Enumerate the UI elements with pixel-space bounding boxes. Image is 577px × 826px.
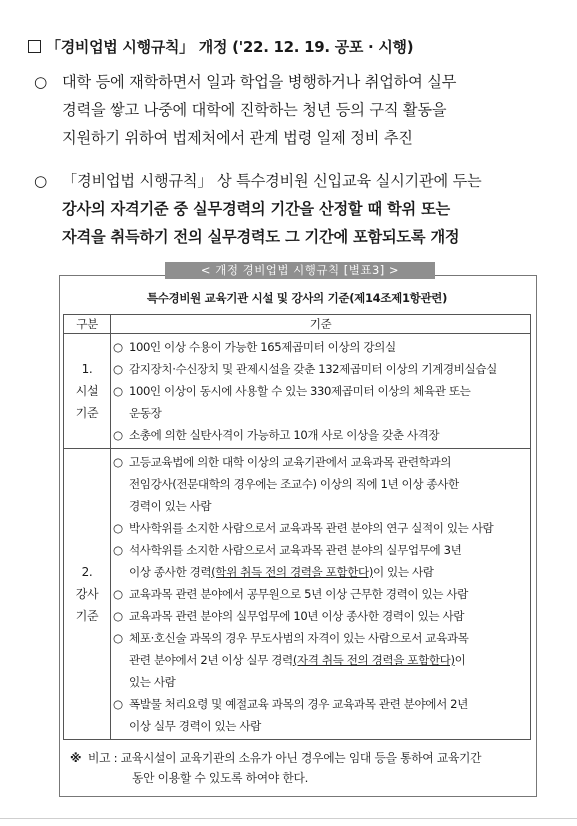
bullet-circle-icon: ○ [34,73,48,91]
item-text: 교육과목 관련 분야의 실무업무에 10년 이상 종사한 경력이 있는 사람 [129,609,465,623]
note-line-1: 비고 : 교육시설이 교육기관의 소유가 아닌 경우에는 임대 등을 통하여 교육기간 [88,751,482,765]
item-text: 박사학위를 소지한 사람으로서 교육과목 관련 분야의 연구 실적이 있는 사람 [129,521,494,535]
circle-bullet-icon: ○ [113,609,123,623]
list-item [113,451,526,517]
bullet-2-line-3: 자격을 취득하기 전의 실무경력도 그 기간에 포함되도록 개정 [62,228,460,246]
item-text: 고등교육법에 의한 대학 이상의 교육기관에서 교육과목 관련학과의 [129,455,452,469]
instructor-category-label-1: 강사 [75,587,99,601]
item-text: 100인 이상 수용이 가능한 165제곱미터 이상의 강의실 [129,340,396,354]
item-text-part: 이상 종사한 경력 [129,565,212,579]
facility-category-cell [64,334,111,449]
header-category: 구분 [64,315,111,334]
bullet-circle-icon: ○ [34,172,48,190]
circle-bullet-icon: ○ [113,384,123,398]
bullet-1-line-3: 지원하기 위하여 법제처에서 관계 법령 일제 정비 추진 [62,129,413,147]
circle-bullet-icon: ○ [113,362,123,376]
list-item [113,605,526,627]
circle-bullet-icon: ○ [113,543,123,557]
item-text: 폭발물 처리요령 및 예절교육 과목의 경우 교육과목 관련 분야에서 2년 [129,697,468,711]
item-text: 이상 실무 경력이 있는 사람 [129,719,261,733]
facility-category-label-2: 기준 [75,406,99,420]
item-text [129,649,526,671]
list-item [113,517,526,539]
item-text [129,561,526,583]
circle-bullet-icon: ○ [113,340,123,354]
bullet-2-line-2: 강사의 자격기준 중 실무경력의 기간을 산정할 때 학위 또는 [62,200,451,218]
item-text-part: 이 [454,653,466,667]
item-text: 있는 사람 [129,675,176,689]
instructor-criteria-cell [111,449,531,740]
item-text-part: 관련 분야에서 2년 이상 실무 경력 [129,653,293,667]
circle-bullet-icon: ○ [113,455,123,469]
facility-category-number: 1. [81,362,93,376]
item-text: 석사학위를 소지한 사람으로서 교육과목 관련 분야의 실무업무에 3년 [129,543,462,557]
list-item [113,336,526,358]
list-item [113,380,526,424]
table-header-row [64,315,531,334]
standards-table [63,314,531,740]
circle-bullet-icon: ○ [113,631,123,645]
instructor-category-label-2: 기준 [75,609,99,623]
circle-bullet-icon: ○ [113,697,123,711]
instructor-category-number: 2. [81,565,93,579]
circle-bullet-icon: ○ [113,428,123,442]
circle-bullet-icon: ○ [113,521,123,535]
table-row-facility [64,334,531,449]
section-heading [28,36,413,57]
item-text: 경력이 있는 사람 [129,499,212,513]
item-text: 전임강사(전문대학의 경우에는 조교수) 이상의 직에 1년 이상 종사한 [129,477,459,491]
item-text-part: 이 있는 사람 [372,565,434,579]
annex-banner: < 개정 경비업법 시행규칙 [별표3] > [165,262,435,279]
item-text: 체포·호신술 과목의 경우 무도사범의 자격이 있는 사람으로서 교육과목 [129,631,469,645]
reference-mark-icon: ※ [70,751,82,765]
underlined-clause: (자격 취득 전의 경력을 포함한다) [292,653,455,667]
bullet-2-line-1: 「경비업법 시행규칙」 상 특수경비원 신입교육 실시기관에 두는 [62,172,482,190]
item-text: 감지장치·수신장치 및 관제시설을 갖춘 132제곱미터 이상의 기계경비실습실 [129,362,497,376]
list-item [113,424,526,446]
list-item [113,539,526,583]
heading-text: 「경비업법 시행규칙」 개정 ('22. 12. 19. 공포 · 시행) [46,38,414,56]
page-bottom-rule [0,818,577,819]
note-line-2: 동안 이용할 수 있도록 하여야 한다. [132,771,309,785]
instructor-category-cell [64,449,111,740]
list-item [113,627,526,693]
facility-criteria-cell [111,334,531,449]
list-item [113,693,526,737]
underlined-clause: (학위 취득 전의 경력을 포함한다) [211,565,373,579]
facility-category-label-1: 시설 [75,384,99,398]
table-row-instructor [64,449,531,740]
table-title: 특수경비원 교육기관 시설 및 강사의 기준(제14조제1항관련) [146,291,448,305]
item-text: 운동장 [129,406,162,420]
list-item [113,583,526,605]
bullet-1-line-1: 대학 등에 재학하면서 일과 학업을 병행하거나 취업하여 실무 [62,73,457,91]
item-text: 교육과목 관련 분야에서 공무원으로 5년 이상 근무한 경력이 있는 사람 [129,587,468,601]
circle-bullet-icon: ○ [113,587,123,601]
header-criteria: 기준 [111,315,531,334]
checkbox-square-icon [28,40,41,53]
list-item [113,358,526,380]
item-text: 소총에 의한 실탄사격이 가능하고 10개 사로 이상을 갖춘 사격장 [129,428,440,442]
bullet-1-line-2: 경력을 쌓고 나중에 대학에 진학하는 청년 등의 구직 활동을 [62,101,447,119]
item-text: 100인 이상이 동시에 사용할 수 있는 330제곱미터 이상의 체육관 또는 [129,384,471,398]
